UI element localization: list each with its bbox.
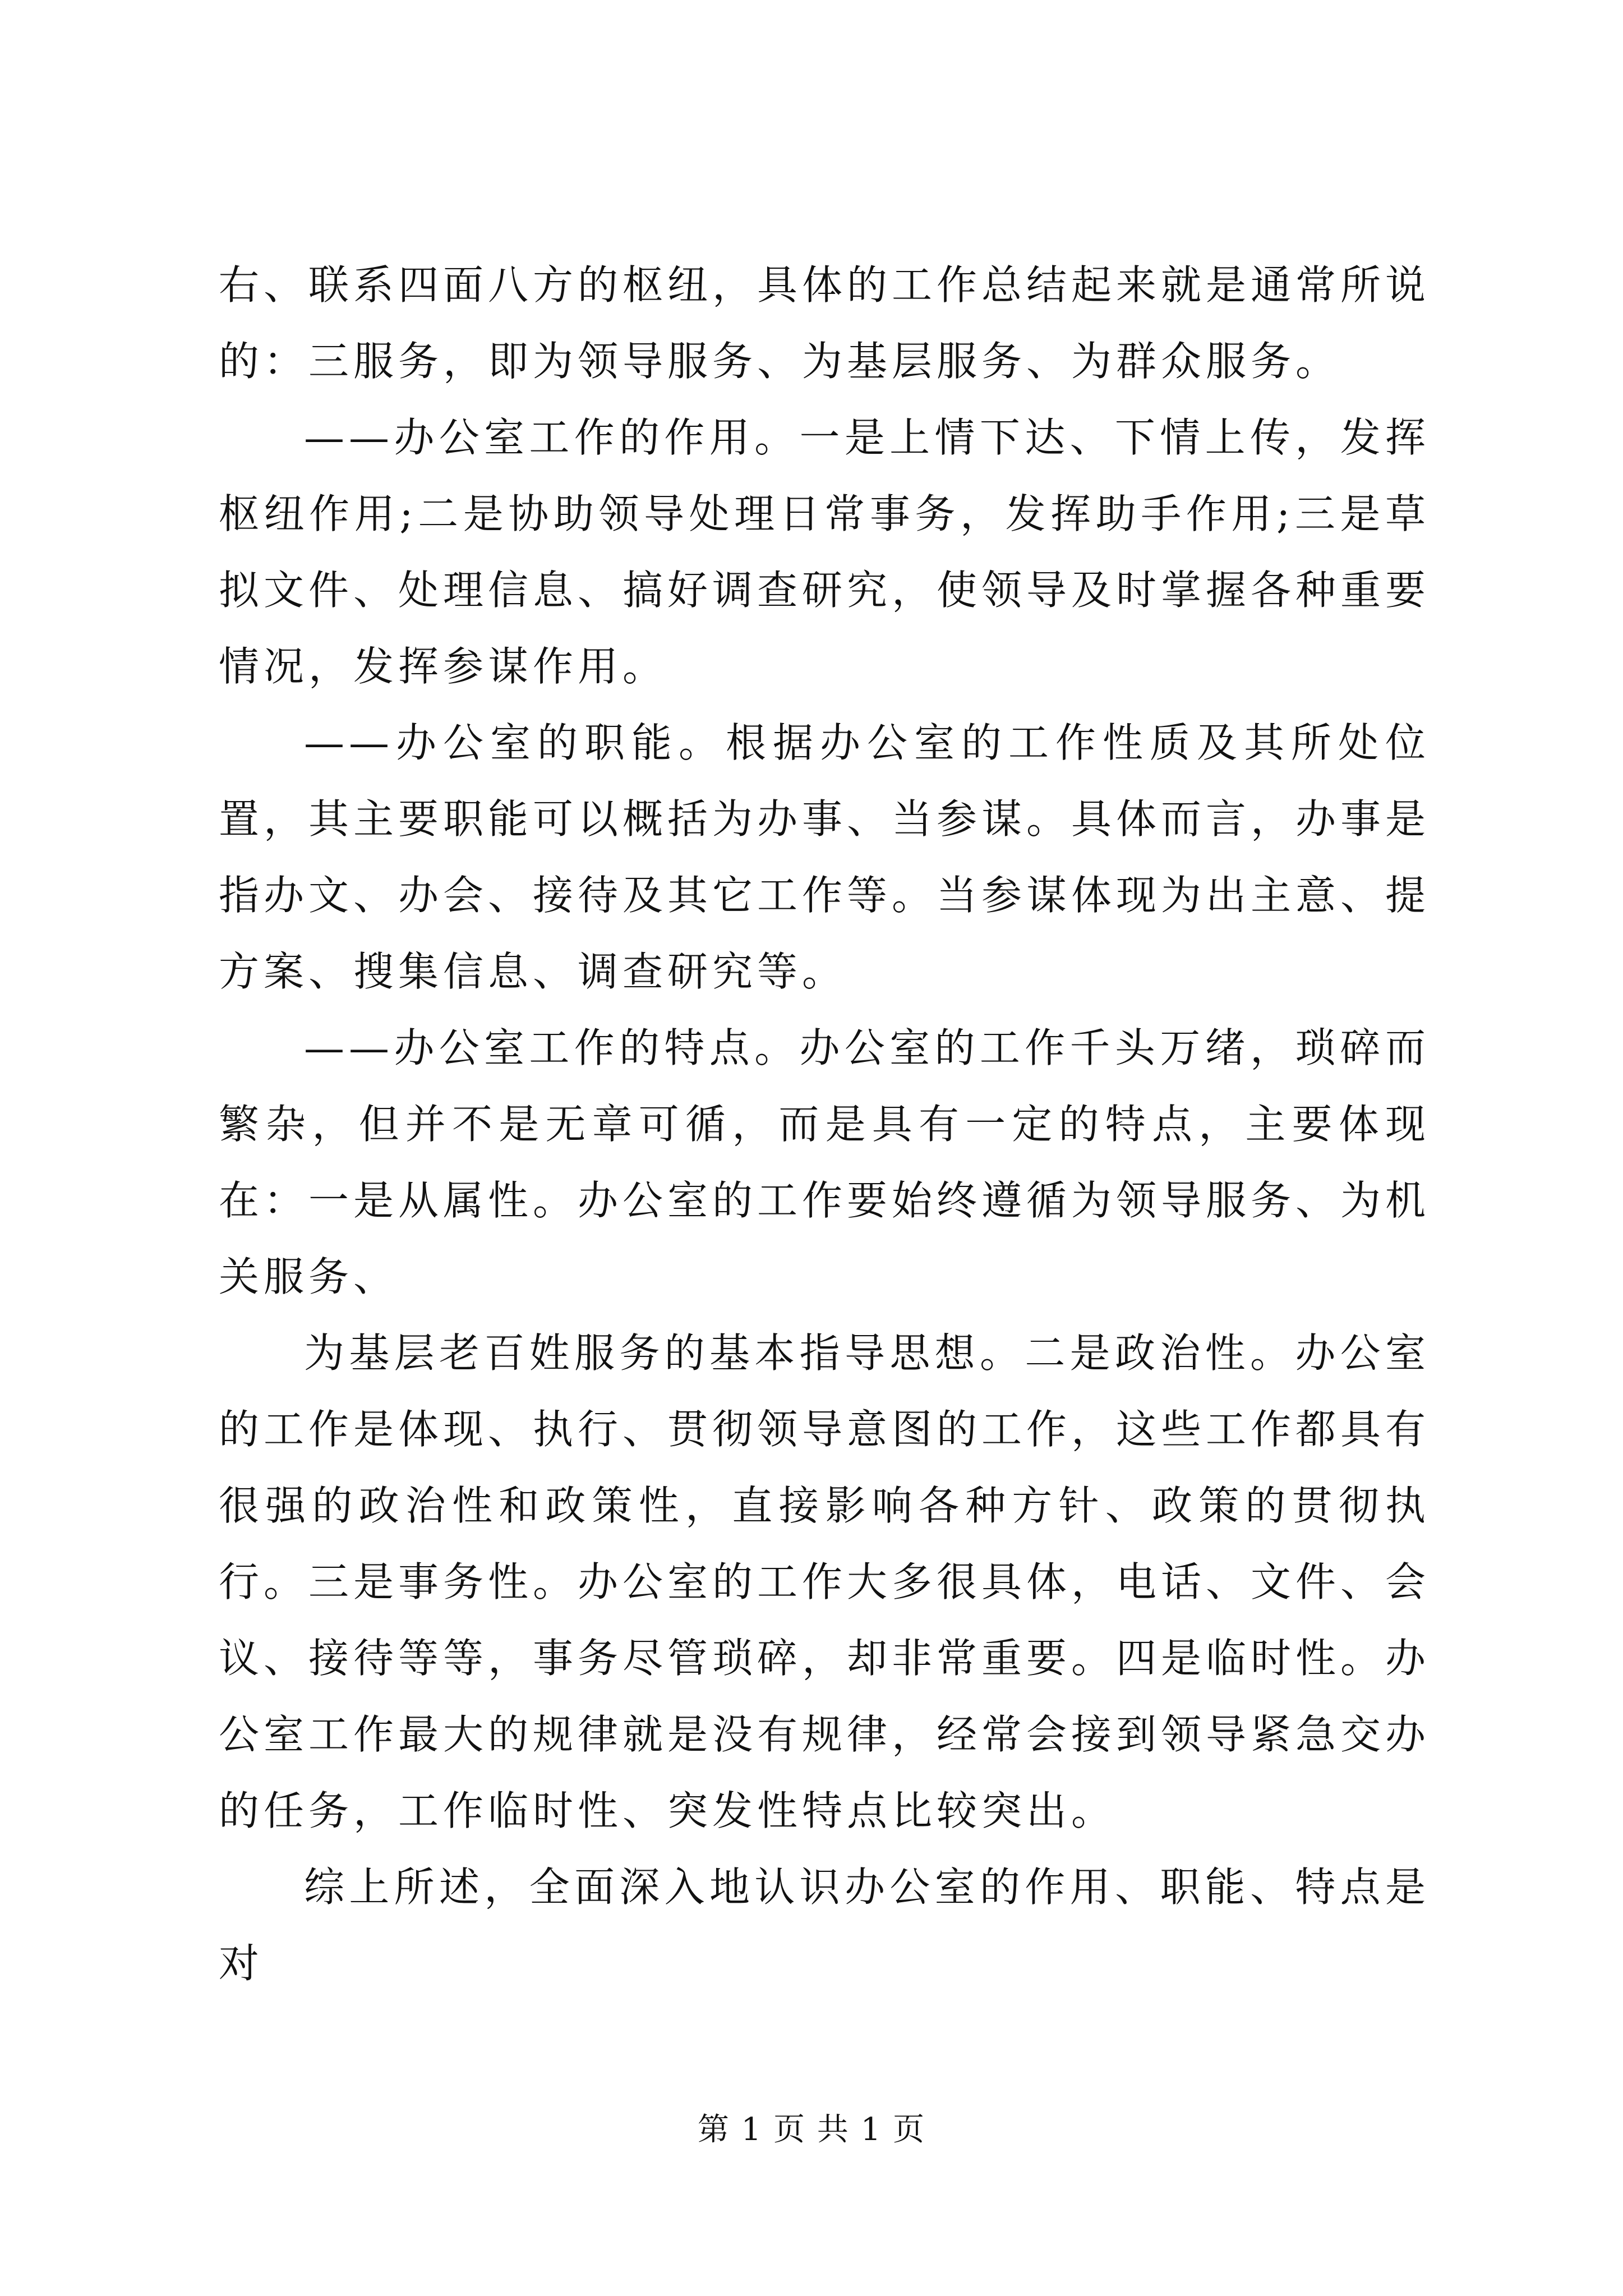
paragraph-5: 为基层老百姓服务的基本指导思想。二是政治性。办公室的工作是体现、执行、贯彻领导意图的工作，这些工作都具有很强的政治性和政策性，直接影响各种方针、政策的贯彻执行。三是事务性。办公室的工作大多很具体，电话、文件、会议、接待等等，事务尽管琐碎，却非常重要。四是临时性。办公室工作最大的规律就是没有规律，经常会接到领导紧急交办的任务，工作临时性、突发性特点比较突出。	[219, 1329, 1431, 1834]
paragraph-1: 右、联系四面八方的枢纽，具体的工作总结起来就是通常所说的：三服务，即为领导服务、为基层服务、为群众服务。	[219, 261, 1431, 385]
document-body	[219, 247, 1430, 2001]
paragraph-4: ——办公室工作的特点。办公室的工作千头万绪，琐碎而繁杂，但并不是无章可循，而是具有一定的特点，主要体现在：一是从属性。办公室的工作要始终遵循为领导服务、为机关服务、	[219, 1024, 1431, 1300]
paragraph-3: ——办公室的职能。根据办公室的工作性质及其所处位置，其主要职能可以概括为办事、当参谋。具体而言，办事是指办文、办会、接待及其它工作等。当参谋体现为出主意、提方案、搜集信息、调查研究等。	[219, 719, 1431, 995]
paragraph-2: ——办公室工作的作用。一是上情下达、下情上传，发挥枢纽作用;二是协助领导处理日常事务，发挥助手作用;三是草拟文件、处理信息、搞好调查研究，使领导及时掌握各种重要情况，发挥参谋作用。	[219, 414, 1431, 690]
paragraph-6: 综上所述，全面深入地认识办公室的作用、职能、特点是对	[219, 1864, 1430, 1987]
page-footer: 第 1 页 共 1 页	[697, 2111, 926, 2148]
